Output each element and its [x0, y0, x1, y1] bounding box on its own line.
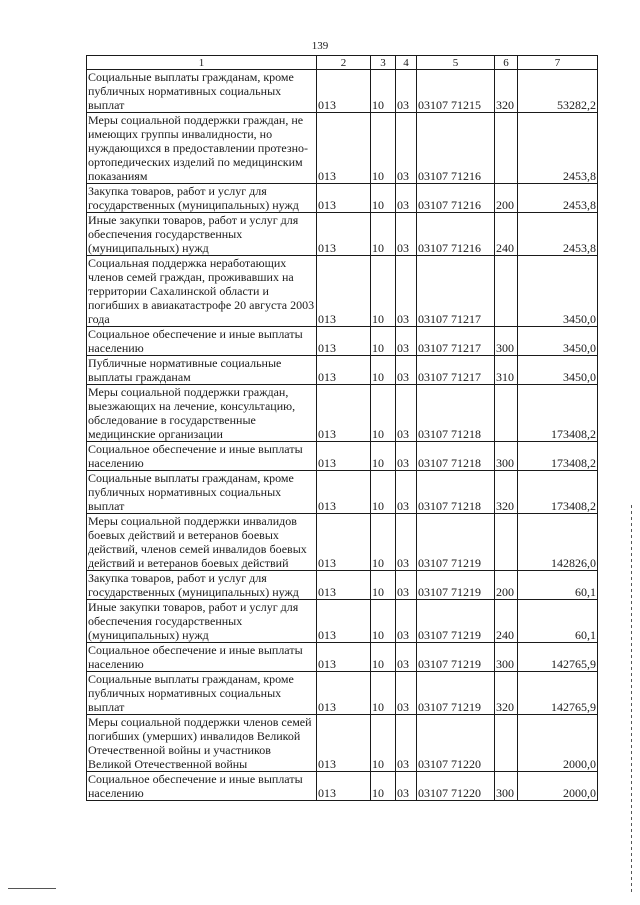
footer-rule — [8, 888, 56, 889]
cell-ministry-code: 013 — [317, 772, 371, 801]
cell-section-code: 10 — [371, 184, 396, 213]
cell-item-name: Социальное обеспечение и иные выплаты населению — [87, 772, 317, 801]
cell-expense-type-code — [495, 514, 518, 571]
table-header — [87, 56, 598, 70]
cell-target-article-code: 03107 71220 — [417, 715, 495, 772]
column-header-1: 1 — [87, 56, 317, 70]
cell-item-name: Меры социальной поддержки граждан, не имеющих группы инвалидности, но нуждающихся в предоставлении протезно-ортопедических изделий по медицинским показаниям — [87, 113, 317, 184]
cell-expense-type-code — [495, 385, 518, 442]
cell-subsection-code: 03 — [396, 70, 417, 113]
table-row — [87, 643, 598, 672]
cell-section-code: 10 — [371, 70, 396, 113]
cell-section-code: 10 — [371, 672, 396, 715]
table-row — [87, 356, 598, 385]
cell-ministry-code: 013 — [317, 356, 371, 385]
cell-section-code: 10 — [371, 113, 396, 184]
cell-amount: 3450,0 — [518, 327, 598, 356]
table-row — [87, 256, 598, 327]
column-header-5: 5 — [417, 56, 495, 70]
cell-expense-type-code: 200 — [495, 571, 518, 600]
cell-expense-type-code: 300 — [495, 643, 518, 672]
cell-amount: 142765,9 — [518, 643, 598, 672]
cell-ministry-code: 013 — [317, 715, 371, 772]
cell-expense-type-code — [495, 256, 518, 327]
cell-item-name: Меры социальной поддержки членов семей погибших (умерших) инвалидов Великой Отечественной войны и участников Великой Отечественной войны — [87, 715, 317, 772]
table-row — [87, 672, 598, 715]
cell-section-code: 10 — [371, 772, 396, 801]
table-row — [87, 327, 598, 356]
cell-ministry-code: 013 — [317, 672, 371, 715]
cell-target-article-code: 03107 71216 — [417, 184, 495, 213]
cell-section-code: 10 — [371, 643, 396, 672]
cell-amount: 3450,0 — [518, 256, 598, 327]
column-header-2: 2 — [317, 56, 371, 70]
cell-item-name: Иные закупки товаров, работ и услуг для обеспечения государственных (муниципальных) нужд — [87, 213, 317, 256]
cell-target-article-code: 03107 71216 — [417, 213, 495, 256]
table-body — [87, 70, 598, 801]
cell-amount: 2453,8 — [518, 184, 598, 213]
cell-subsection-code: 03 — [396, 442, 417, 471]
cell-expense-type-code: 300 — [495, 442, 518, 471]
cell-subsection-code: 03 — [396, 385, 417, 442]
cell-target-article-code: 03107 71217 — [417, 356, 495, 385]
table-row — [87, 385, 598, 442]
column-header-3: 3 — [371, 56, 396, 70]
cell-item-name: Закупка товаров, работ и услуг для государственных (муниципальных) нужд — [87, 571, 317, 600]
cell-section-code: 10 — [371, 385, 396, 442]
cell-ministry-code: 013 — [317, 385, 371, 442]
cell-subsection-code: 03 — [396, 715, 417, 772]
cell-item-name: Социальное обеспечение и иные выплаты населению — [87, 643, 317, 672]
cell-subsection-code: 03 — [396, 256, 417, 327]
cell-subsection-code: 03 — [396, 471, 417, 514]
cell-target-article-code: 03107 71216 — [417, 113, 495, 184]
cell-item-name: Социальные выплаты гражданам, кроме публичных нормативных социальных выплат — [87, 70, 317, 113]
cell-ministry-code: 013 — [317, 213, 371, 256]
cell-ministry-code: 013 — [317, 600, 371, 643]
cell-target-article-code: 03107 71218 — [417, 385, 495, 442]
cell-ministry-code: 013 — [317, 327, 371, 356]
table-row — [87, 184, 598, 213]
cell-subsection-code: 03 — [396, 213, 417, 256]
cell-subsection-code: 03 — [396, 327, 417, 356]
cell-amount: 173408,2 — [518, 385, 598, 442]
cell-subsection-code: 03 — [396, 514, 417, 571]
cell-amount: 173408,2 — [518, 442, 598, 471]
cell-ministry-code: 013 — [317, 442, 371, 471]
cell-item-name: Социальная поддержка неработающих членов семей граждан, проживавших на территории Сахалинской области и погибших в авиакатастрофе 20 августа 2003 года — [87, 256, 317, 327]
cell-section-code: 10 — [371, 356, 396, 385]
cell-section-code: 10 — [371, 514, 396, 571]
header-row — [87, 56, 598, 70]
cell-subsection-code: 03 — [396, 643, 417, 672]
column-header-6: 6 — [495, 56, 518, 70]
cell-subsection-code: 03 — [396, 772, 417, 801]
cell-amount: 2000,0 — [518, 715, 598, 772]
budget-table — [86, 55, 598, 801]
table-row — [87, 70, 598, 113]
page-number: 139 — [311, 40, 329, 52]
cell-section-code: 10 — [371, 471, 396, 514]
table-row — [87, 514, 598, 571]
table-row — [87, 442, 598, 471]
cell-ministry-code: 013 — [317, 571, 371, 600]
cell-subsection-code: 03 — [396, 571, 417, 600]
cell-expense-type-code: 320 — [495, 70, 518, 113]
cell-item-name: Меры социальной поддержки граждан, выезжающих на лечение, консультацию, обследование в государственные медицинские организации — [87, 385, 317, 442]
cell-section-code: 10 — [371, 213, 396, 256]
cell-expense-type-code — [495, 113, 518, 184]
cell-amount: 142826,0 — [518, 514, 598, 571]
cell-item-name: Закупка товаров, работ и услуг для государственных (муниципальных) нужд — [87, 184, 317, 213]
cell-target-article-code: 03107 71219 — [417, 571, 495, 600]
cell-expense-type-code: 300 — [495, 327, 518, 356]
cell-expense-type-code: 240 — [495, 213, 518, 256]
cell-section-code: 10 — [371, 600, 396, 643]
table-row — [87, 471, 598, 514]
scan-edge-mark — [631, 505, 632, 895]
cell-target-article-code: 03107 71219 — [417, 600, 495, 643]
cell-amount: 2000,0 — [518, 772, 598, 801]
cell-ministry-code: 013 — [317, 514, 371, 571]
cell-ministry-code: 013 — [317, 643, 371, 672]
cell-amount: 2453,8 — [518, 113, 598, 184]
cell-section-code: 10 — [371, 715, 396, 772]
cell-target-article-code: 03107 71218 — [417, 442, 495, 471]
cell-expense-type-code: 310 — [495, 356, 518, 385]
cell-section-code: 10 — [371, 256, 396, 327]
cell-ministry-code: 013 — [317, 256, 371, 327]
cell-expense-type-code: 320 — [495, 471, 518, 514]
cell-subsection-code: 03 — [396, 672, 417, 715]
cell-ministry-code: 013 — [317, 113, 371, 184]
column-header-7: 7 — [518, 56, 598, 70]
cell-item-name: Социальные выплаты гражданам, кроме публичных нормативных социальных выплат — [87, 672, 317, 715]
cell-item-name: Социальное обеспечение и иные выплаты населению — [87, 442, 317, 471]
cell-amount: 60,1 — [518, 571, 598, 600]
cell-target-article-code: 03107 71215 — [417, 70, 495, 113]
cell-item-name: Меры социальной поддержки инвалидов боевых действий и ветеранов боевых действий, членов семей инвалидов боевых действий и ветеранов боевых действий — [87, 514, 317, 571]
cell-ministry-code: 013 — [317, 70, 371, 113]
cell-amount: 53282,2 — [518, 70, 598, 113]
table-row — [87, 715, 598, 772]
cell-item-name: Социальное обеспечение и иные выплаты населению — [87, 327, 317, 356]
cell-amount: 142765,9 — [518, 672, 598, 715]
cell-ministry-code: 013 — [317, 184, 371, 213]
cell-expense-type-code: 320 — [495, 672, 518, 715]
cell-section-code: 10 — [371, 442, 396, 471]
cell-target-article-code: 03107 71220 — [417, 772, 495, 801]
column-header-4: 4 — [396, 56, 417, 70]
cell-subsection-code: 03 — [396, 184, 417, 213]
cell-target-article-code: 03107 71219 — [417, 672, 495, 715]
cell-amount: 173408,2 — [518, 471, 598, 514]
cell-expense-type-code — [495, 715, 518, 772]
cell-amount: 60,1 — [518, 600, 598, 643]
cell-target-article-code: 03107 71217 — [417, 327, 495, 356]
cell-section-code: 10 — [371, 571, 396, 600]
cell-target-article-code: 03107 71219 — [417, 643, 495, 672]
cell-target-article-code: 03107 71218 — [417, 471, 495, 514]
cell-section-code: 10 — [371, 327, 396, 356]
cell-target-article-code: 03107 71217 — [417, 256, 495, 327]
table-row — [87, 213, 598, 256]
cell-item-name: Публичные нормативные социальные выплаты гражданам — [87, 356, 317, 385]
cell-item-name: Иные закупки товаров, работ и услуг для обеспечения государственных (муниципальных) нужд — [87, 600, 317, 643]
table-row — [87, 113, 598, 184]
cell-expense-type-code: 200 — [495, 184, 518, 213]
table-row — [87, 772, 598, 801]
cell-amount: 2453,8 — [518, 213, 598, 256]
cell-expense-type-code: 300 — [495, 772, 518, 801]
cell-ministry-code: 013 — [317, 471, 371, 514]
table-row — [87, 571, 598, 600]
cell-subsection-code: 03 — [396, 600, 417, 643]
cell-amount: 3450,0 — [518, 356, 598, 385]
cell-expense-type-code: 240 — [495, 600, 518, 643]
cell-subsection-code: 03 — [396, 356, 417, 385]
cell-item-name: Социальные выплаты гражданам, кроме публичных нормативных социальных выплат — [87, 471, 317, 514]
cell-subsection-code: 03 — [396, 113, 417, 184]
cell-target-article-code: 03107 71219 — [417, 514, 495, 571]
table-row — [87, 600, 598, 643]
